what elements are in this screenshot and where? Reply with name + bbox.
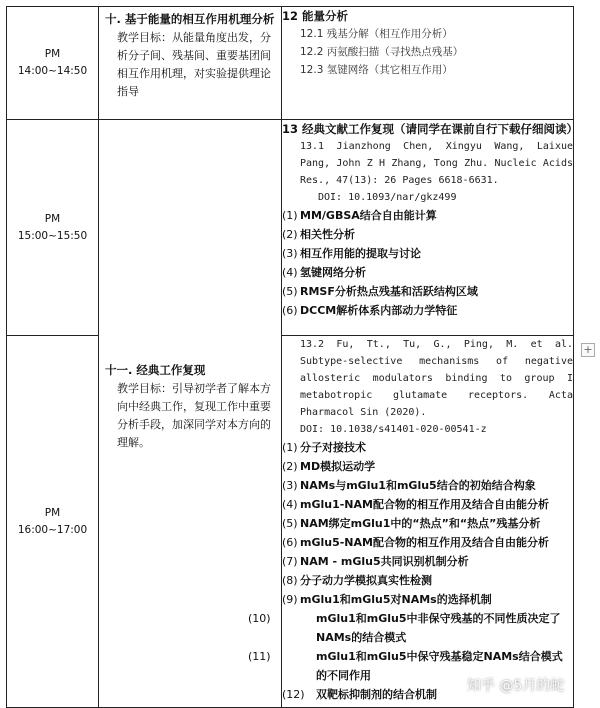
item-text: mGlu5-NAM配合物的相互作用及结合自由能分析	[300, 536, 549, 549]
list-item	[282, 282, 573, 301]
time-cell	[7, 336, 99, 708]
section-title: 十. 基于能量的相互作用机理分析	[105, 12, 275, 26]
list-item	[282, 476, 573, 495]
reference-citation: Jianzhong Chen, Xingyu Wang, Laixue Pang, John Z H Zhang, Tong Zhu. Nucleic Acids Res., 47(13): 26 Pages 6618-6631.	[300, 141, 574, 186]
reference	[282, 336, 573, 421]
content-cell	[282, 7, 574, 120]
list-item	[248, 609, 573, 647]
item-text: mGlu1和mGlu5对NAMs的选择机制	[300, 593, 492, 606]
schedule-row	[7, 120, 574, 336]
item-number: (1)	[282, 441, 298, 454]
reference-number: 13.2	[300, 339, 337, 350]
list-item	[282, 225, 573, 244]
sub-item: 12.1 残基分解（相互作用分析）	[300, 28, 453, 40]
item-number: (4)	[282, 498, 298, 511]
schedule-table	[6, 6, 579, 708]
item-text: NAM绑定mGlu1中的“热点”和“热点”残基分析	[300, 517, 541, 530]
list-item	[282, 457, 573, 476]
item-number: (2)	[282, 228, 298, 241]
item-text: NAMs与mGlu1和mGlu5结合的初始结合构象	[300, 479, 536, 492]
list-item	[282, 514, 573, 533]
topic-cell	[99, 120, 282, 336]
list-item	[282, 590, 573, 609]
item-number: (4)	[282, 266, 298, 279]
time-range: 16:00~17:00	[17, 523, 88, 536]
item-number: (9)	[282, 593, 298, 606]
item-text: 氢键网络分析	[300, 266, 366, 279]
reference-citation: Fu, Tt., Tu, G., Ping, M. et al. Subtype-selective mechanisms of negative allosteric modulators binding to group I metabotropic glutamate receptors. Acta Pharmacol Sin (2020).	[300, 339, 574, 418]
reference-doi: DOI: 10.1038/s41401-020-00541-z	[300, 424, 487, 435]
schedule-row	[7, 7, 574, 120]
item-text: 分子对接技术	[300, 441, 366, 454]
time-range: 14:00~14:50	[17, 65, 88, 77]
item-number: (7)	[282, 555, 298, 568]
teaching-goal: 教学目标：从能量角度出发，分析分子间、残基间、重要基团间相互作用机理，对实验提供理论指导	[117, 31, 271, 98]
content-cell	[248, 336, 574, 708]
item-text: MD模拟运动学	[300, 460, 376, 473]
sub-item: 12.2 丙氨酸扫描（寻找热点残基）	[300, 46, 464, 58]
item-text: RMSF分析热点残基和活跃结构区域	[300, 285, 478, 298]
content-cell	[282, 120, 579, 336]
lesson-heading: 13 经典文献工作复现（请同学在课前自行下载仔细阅读）	[282, 122, 579, 136]
item-number: (3)	[282, 247, 298, 260]
schedule-row	[7, 336, 574, 708]
item-number: (6)	[282, 536, 298, 549]
teaching-goal: 教学目标：引导初学者了解本方向中经典工作，复现工作中重要分析手段，加深同学对本方向的理解。	[117, 381, 271, 449]
item-text: DCCM解析体系内部动力学特征	[300, 304, 458, 317]
list-item	[282, 533, 573, 552]
list-item	[282, 301, 573, 320]
watermark: 知乎 @5月的蛇	[467, 678, 565, 694]
time-day: PM	[44, 212, 61, 225]
item-text: mGlu1-NAM配合物的相互作用及结合自由能分析	[300, 498, 549, 511]
time-range: 15:00~15:50	[17, 229, 88, 242]
sub-item: 12.3 氢键网络（其它相互作用）	[300, 64, 453, 76]
topic-cell	[99, 7, 282, 120]
item-number: (2)	[282, 460, 298, 473]
add-row-button[interactable]: +	[581, 343, 595, 357]
list-item	[282, 263, 573, 282]
list-item	[282, 438, 573, 457]
lesson-heading: 12 能量分析	[282, 9, 349, 23]
item-text: 相关性分析	[300, 228, 355, 241]
reference-number: 13.1	[300, 141, 337, 152]
item-number: (12)	[282, 688, 305, 701]
reference	[282, 138, 573, 189]
item-text: mGlu1和mGlu5中保守残基稳定NAMs结合模式的不同作用	[316, 650, 563, 682]
item-text: mGlu1和mGlu5中非保守残基的不同性质决定了NAMs的结合模式	[316, 612, 561, 644]
item-text: 双靶标抑制剂的结合机制	[316, 688, 437, 701]
item-number: (11)	[248, 650, 271, 663]
list-item	[282, 206, 573, 225]
item-number: (1)	[282, 209, 298, 222]
list-item	[282, 495, 573, 514]
item-text: MM/GBSA结合自由能计算	[300, 209, 437, 222]
reference-doi: DOI: 10.1093/nar/gkz499	[318, 192, 457, 203]
item-text: NAM - mGlu5共同识别机制分析	[300, 555, 469, 568]
list-item	[282, 552, 573, 571]
list-item	[282, 244, 573, 263]
item-number: (6)	[282, 304, 298, 317]
item-number: (3)	[282, 479, 298, 492]
section-title: 十一. 经典工作复现	[105, 362, 206, 377]
item-number: (8)	[282, 574, 298, 587]
item-text: 相互作用能的提取与讨论	[300, 247, 421, 260]
item-number: (5)	[282, 285, 298, 298]
item-text: 分子动力学模拟真实性检测	[300, 574, 432, 587]
time-day: PM	[44, 48, 61, 60]
item-number: (10)	[248, 612, 271, 625]
time-cell	[7, 120, 99, 336]
item-number: (5)	[282, 517, 298, 530]
time-cell	[7, 7, 99, 120]
time-day: PM	[44, 506, 61, 519]
list-item	[282, 571, 573, 590]
